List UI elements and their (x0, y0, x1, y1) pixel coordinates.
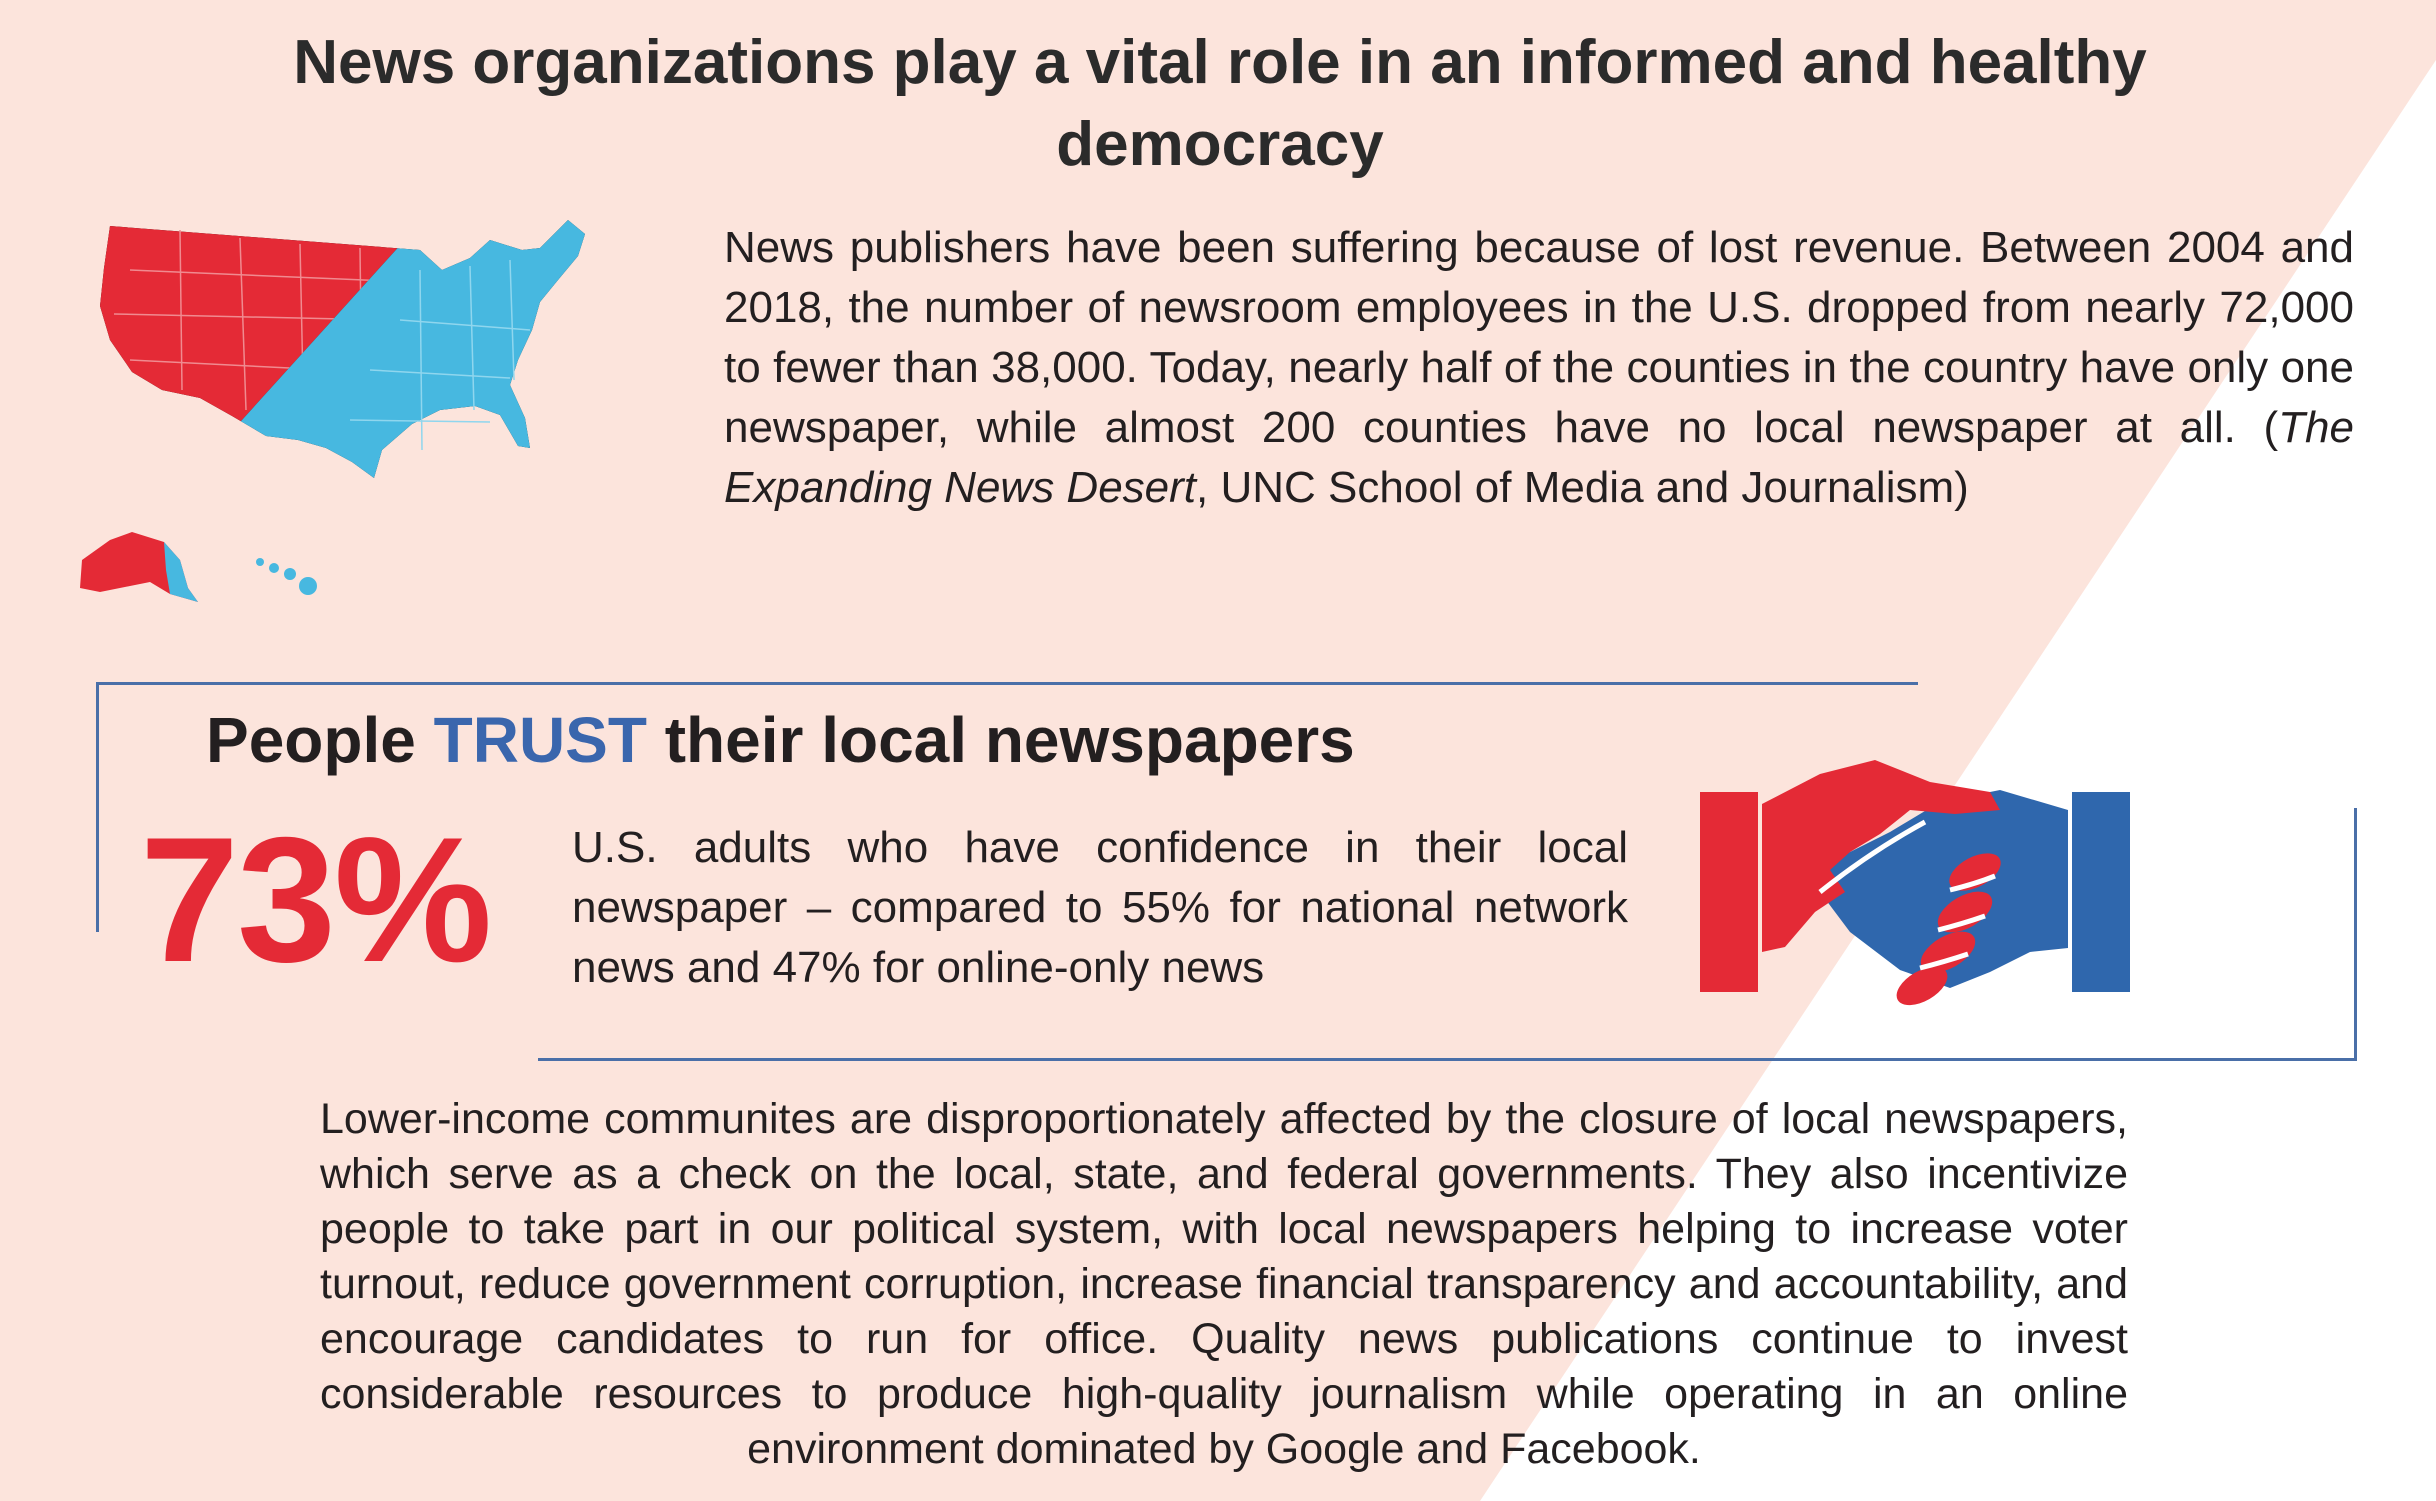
trust-box-bottom-border (538, 1058, 2357, 1061)
handshake-icon (1700, 752, 2130, 1042)
trust-heading-highlight: TRUST (433, 704, 647, 776)
intro-text-end: , UNC School of Media and Journalism) (1196, 463, 1969, 512)
bottom-paragraph: Lower-income communites are disproportionately affected by the closure of local newspapers, which serve as a check on the local, state, and federal governments. They also incentivize people to take part in our political system, with local newspapers helping to increase voter turnout, reduce government corruption, increase financial transparency and accountability, and encourage candidates to run for office. Quality news publications continue to invest considerable resources to produce high-quality journalism while operating in an online environment dominated by Google and Facebook. (320, 1095, 2128, 1473)
intro-paragraph (724, 218, 2354, 518)
trust-heading-prefix: People (206, 704, 434, 776)
intro-source-title: The Expanding News Desert (724, 403, 2354, 512)
trust-heading (206, 700, 1355, 780)
us-map-icon (70, 210, 630, 610)
trust-heading-suffix: their local newspapers (646, 704, 1355, 776)
trust-stat-text: U.S. adults who have confidence in their local newspaper – compared to 55% for national network news and 47% for online-only news (572, 823, 1628, 992)
trust-box-top-border (96, 682, 1918, 685)
trust-stat-description (572, 818, 1628, 998)
intro-text: News publishers have been suffering because of lost revenue. Between 2004 and 2018, the number of newsroom employees in the U.S. dropped from nearly 72,000 to fewer than 38,000. Today, nearly half of the counties in the country have only one newspaper, while almost 200 counties have no local newspaper at all. ( (724, 223, 2354, 452)
page-title: News organizations play a vital role in an informed and healthy democracy (293, 28, 2147, 179)
trust-box-left-border (96, 682, 99, 932)
trust-stat-value: 73% (140, 800, 491, 999)
trust-box-right-border (2354, 808, 2357, 1060)
